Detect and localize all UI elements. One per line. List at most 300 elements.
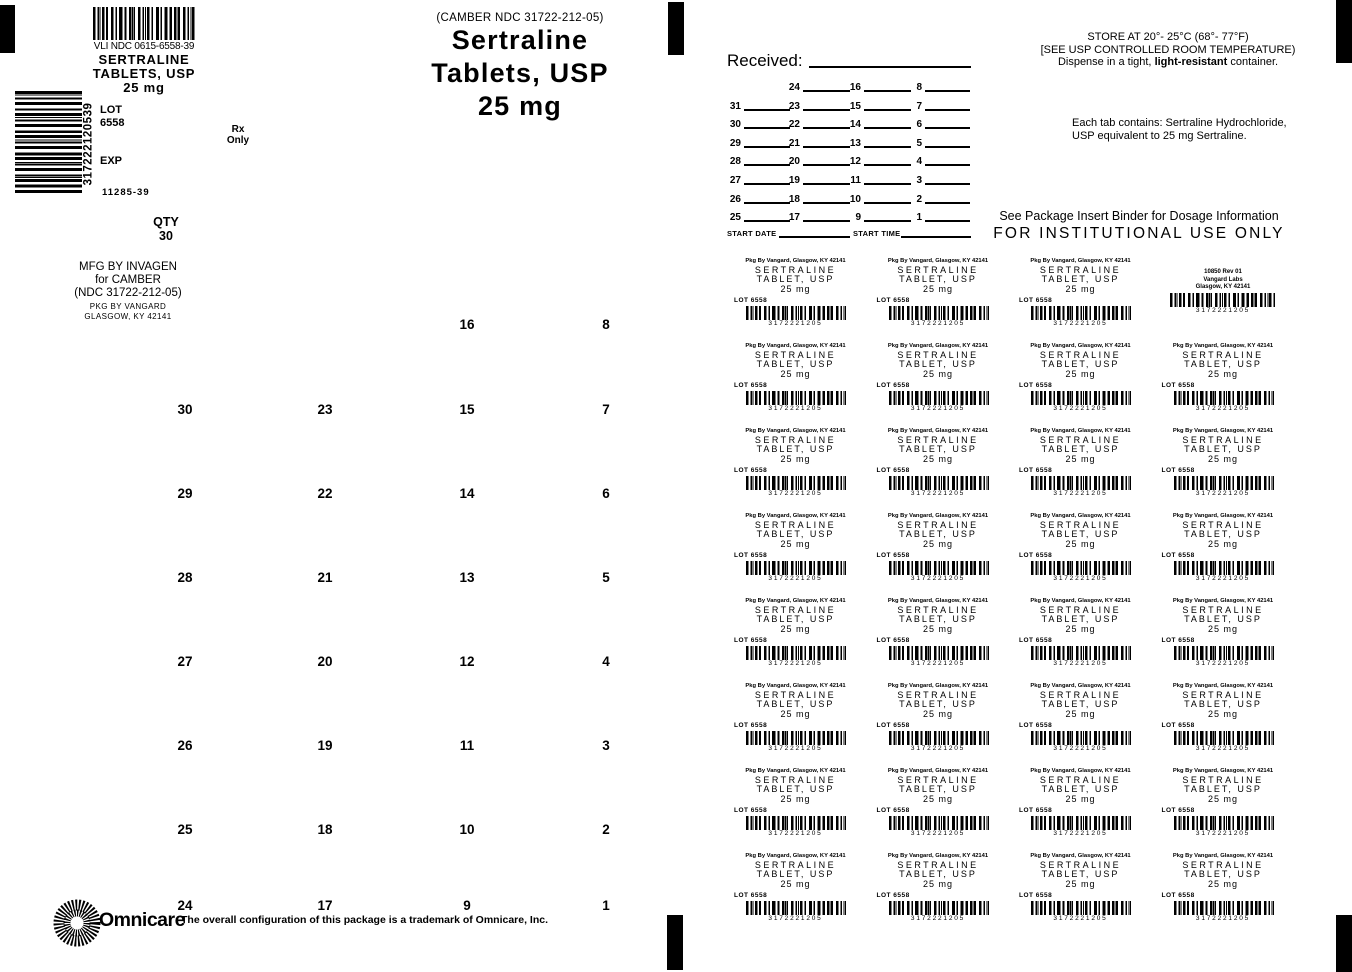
unit-label-barcode bbox=[746, 816, 846, 830]
pkg-line1: PKG BY VANGARD bbox=[89, 302, 167, 311]
trademark-statement: The overall configuration of this package is a trademark of Omnicare, Inc. bbox=[181, 914, 549, 926]
day-number: 13 bbox=[459, 570, 475, 585]
unit-label-drug-line1: SERTRALINE bbox=[1039, 774, 1122, 785]
unit-label-barcode-number: 3172221205 bbox=[910, 320, 966, 327]
unit-label-drug-line3: 25 mg bbox=[1207, 623, 1238, 634]
unit-label-barcode bbox=[746, 391, 846, 405]
unit-label-lot: LOT 6558 bbox=[1161, 891, 1195, 899]
unit-label bbox=[733, 683, 858, 761]
received-blank-line bbox=[809, 66, 971, 68]
unit-label-drug-line2: TABLET, USP bbox=[1184, 529, 1262, 539]
unit-label bbox=[733, 513, 858, 591]
unit-label-lot: LOT 6558 bbox=[1019, 466, 1053, 474]
day-number: 22 bbox=[317, 486, 333, 501]
unit-label-drug-line1: SERTRALINE bbox=[1182, 519, 1264, 530]
received-day-number: 6 bbox=[916, 119, 922, 131]
unit-label-drug-line1: SERTRALINE bbox=[897, 264, 979, 275]
day-number: 23 bbox=[317, 402, 333, 417]
left-drug-name bbox=[76, 53, 212, 95]
unit-label-lot: LOT 6558 bbox=[876, 721, 910, 729]
storage-line2: [SEE USP CONTROLLED ROOM TEMPERATURE) bbox=[1040, 43, 1296, 56]
unit-label-drug-line3: 25 mg bbox=[1065, 283, 1096, 294]
unit-label-drug-line1: SERTRALINE bbox=[897, 519, 979, 530]
day-number: 30 bbox=[177, 402, 193, 417]
mfg-line2: for CAMBER bbox=[95, 274, 161, 286]
unit-label-packager: Pkg By Vangard, Glasgow, KY 42141 bbox=[1172, 853, 1274, 859]
unit-label-drug-line2: TABLET, USP bbox=[756, 699, 835, 709]
received-day-number: 14 bbox=[849, 119, 861, 131]
unit-label bbox=[876, 343, 1001, 421]
unit-label-barcode bbox=[1174, 901, 1274, 915]
upc-barcode-top bbox=[93, 7, 195, 40]
unit-label-drug-line1: SERTRALINE bbox=[754, 604, 837, 615]
start-date-line bbox=[779, 236, 850, 238]
unit-label-drug-line1: SERTRALINE bbox=[1039, 604, 1122, 615]
unit-label-barcode-number: 3172221205 bbox=[910, 660, 966, 667]
unit-label-drug-line2: TABLET, USP bbox=[1041, 614, 1120, 624]
unit-label-drug-line1: SERTRALINE bbox=[754, 774, 837, 785]
unit-label-lot: LOT 6558 bbox=[1161, 381, 1195, 389]
unit-label-lot: LOT 6558 bbox=[1019, 296, 1053, 304]
unit-label-lot: LOT 6558 bbox=[1019, 721, 1053, 729]
received-day-line bbox=[925, 146, 970, 148]
unit-label-lot: LOT 6558 bbox=[1161, 551, 1195, 559]
unit-label-packager: Pkg By Vangard, Glasgow, KY 42141 bbox=[1172, 598, 1274, 604]
day-number: 27 bbox=[177, 654, 193, 669]
unit-label-drug-line2: TABLET, USP bbox=[1041, 274, 1120, 284]
unit-label-barcode-number: 3172221205 bbox=[1053, 915, 1108, 922]
received-day-number: 2 bbox=[916, 193, 922, 205]
unit-label-packager: Pkg By Vangard, Glasgow, KY 42141 bbox=[1030, 258, 1131, 264]
unit-label-lot: LOT 6558 bbox=[876, 891, 910, 899]
unit-label-barcode bbox=[1031, 306, 1131, 320]
title-line1: Sertraline bbox=[451, 25, 589, 55]
unit-label-drug-line2: TABLET, USP bbox=[899, 274, 977, 284]
day-number: 14 bbox=[459, 486, 475, 501]
unit-label-special bbox=[1161, 258, 1286, 336]
day-number: 28 bbox=[177, 570, 193, 585]
unit-label-packager: Pkg By Vangard, Glasgow, KY 42141 bbox=[1030, 853, 1131, 859]
unit-label-drug-line3: 25 mg bbox=[780, 878, 811, 889]
unit-label-barcode-number: 3172221205 bbox=[768, 320, 823, 327]
unit-label-barcode bbox=[889, 646, 989, 660]
unit-label-barcode bbox=[1031, 561, 1131, 575]
unit-label-drug-line3: 25 mg bbox=[922, 538, 953, 549]
unit-label-drug-line3: 25 mg bbox=[780, 283, 811, 294]
unit-label-packager: Pkg By Vangard, Glasgow, KY 42141 bbox=[1172, 513, 1274, 519]
special-label-city: Glasgow, KY 42141 bbox=[1195, 284, 1251, 290]
unit-label-drug-line1: SERTRALINE bbox=[754, 519, 837, 530]
lot-barcode-vertical-number: 317222120539 bbox=[82, 102, 95, 186]
packager-block bbox=[44, 302, 212, 321]
unit-label-barcode-number: 3172221205 bbox=[1195, 745, 1251, 752]
received-day-line bbox=[925, 220, 970, 222]
received-day-number: 1 bbox=[916, 212, 922, 224]
lot-value: 6558 bbox=[100, 116, 125, 129]
unit-label bbox=[876, 513, 1001, 591]
day-number: 11 bbox=[459, 738, 475, 753]
unit-label-barcode bbox=[889, 391, 989, 405]
received-day-number: 4 bbox=[916, 156, 922, 168]
unit-label-barcode bbox=[1031, 901, 1131, 915]
institutional-use-line: FOR INSTITUTIONAL USE ONLY bbox=[993, 225, 1285, 242]
unit-label-drug-line3: 25 mg bbox=[922, 793, 953, 804]
unit-label-drug-line1: SERTRALINE bbox=[897, 434, 979, 445]
unit-label bbox=[876, 428, 1001, 506]
left-drug-name-line1: SERTRALINE bbox=[98, 52, 190, 67]
unit-label-drug-line3: 25 mg bbox=[1065, 368, 1096, 379]
unit-label-drug-line1: SERTRALINE bbox=[897, 349, 979, 360]
day-number: 18 bbox=[317, 822, 333, 837]
unit-label-drug-line3: 25 mg bbox=[780, 793, 811, 804]
day-number: 9 bbox=[463, 898, 471, 913]
unit-label-drug-line3: 25 mg bbox=[1065, 793, 1096, 804]
unit-label-barcode bbox=[889, 306, 989, 320]
received-day-number: 9 bbox=[855, 212, 861, 224]
unit-label-drug-line1: SERTRALINE bbox=[1039, 859, 1122, 870]
unit-label-lot: LOT 6558 bbox=[1019, 636, 1053, 644]
unit-label-barcode bbox=[1174, 476, 1274, 490]
received-day-number: 11 bbox=[850, 175, 861, 186]
received-day-number: 20 bbox=[788, 156, 800, 168]
unit-label-drug-line1: SERTRALINE bbox=[897, 604, 979, 615]
unit-label-barcode-number: 3172221205 bbox=[768, 575, 823, 582]
registration-mark-top-left bbox=[0, 5, 15, 53]
unit-label-drug-line1: SERTRALINE bbox=[1182, 434, 1264, 445]
unit-label-barcode bbox=[1174, 731, 1274, 745]
unit-label-packager: Pkg By Vangard, Glasgow, KY 42141 bbox=[1030, 598, 1131, 604]
unit-label-lot: LOT 6558 bbox=[734, 891, 768, 899]
unit-label-barcode-number: 3172221205 bbox=[1195, 915, 1251, 922]
unit-label-packager: Pkg By Vangard, Glasgow, KY 42141 bbox=[1172, 768, 1274, 774]
unit-label-drug-line1: SERTRALINE bbox=[1039, 264, 1122, 275]
unit-label bbox=[1161, 428, 1286, 506]
unit-label bbox=[733, 428, 858, 506]
dosage-info-block bbox=[993, 209, 1285, 243]
unit-label-drug-line3: 25 mg bbox=[1065, 878, 1096, 889]
unit-label-barcode-number: 3172221205 bbox=[1053, 745, 1108, 752]
unit-label-lot: LOT 6558 bbox=[1161, 636, 1195, 644]
unit-label-drug-line2: TABLET, USP bbox=[1184, 784, 1262, 794]
unit-label-drug-line1: SERTRALINE bbox=[1182, 774, 1264, 785]
day-number: 12 bbox=[459, 654, 475, 669]
unit-label-packager: Pkg By Vangard, Glasgow, KY 42141 bbox=[1172, 428, 1274, 434]
unit-label-drug-line1: SERTRALINE bbox=[897, 859, 979, 870]
unit-label-drug-line3: 25 mg bbox=[780, 538, 811, 549]
received-day-number: 16 bbox=[849, 82, 861, 93]
unit-label-drug-line1: SERTRALINE bbox=[1039, 519, 1122, 530]
unit-label bbox=[1161, 768, 1286, 846]
unit-label-lot: LOT 6558 bbox=[734, 806, 768, 814]
unit-label-drug-line1: SERTRALINE bbox=[1039, 434, 1122, 445]
unit-label-barcode bbox=[889, 901, 989, 915]
unit-label bbox=[1018, 683, 1143, 761]
received-day-number: 19 bbox=[788, 175, 800, 186]
item-number: 11285-39 bbox=[102, 187, 150, 198]
unit-label-drug-line3: 25 mg bbox=[1207, 368, 1238, 379]
unit-label-lot: LOT 6558 bbox=[876, 466, 910, 474]
received-day-number: 30 bbox=[729, 119, 741, 131]
unit-label-drug-line1: SERTRALINE bbox=[754, 264, 837, 275]
rx-line1: Rx bbox=[231, 124, 245, 135]
unit-label-barcode-number: 3172221205 bbox=[1195, 490, 1251, 497]
unit-label bbox=[1161, 683, 1286, 761]
dosage-info-line: See Package Insert Binder for Dosage Information bbox=[999, 209, 1279, 223]
registration-mark-bottom-middle bbox=[667, 915, 683, 970]
unit-label-barcode bbox=[746, 731, 846, 745]
unit-label-lot: LOT 6558 bbox=[1161, 806, 1195, 814]
unit-label-barcode-number: 3172221205 bbox=[910, 575, 966, 582]
day-number: 17 bbox=[317, 898, 333, 913]
received-day-number: 3 bbox=[916, 175, 922, 186]
unit-label-barcode-number: 3172221205 bbox=[910, 490, 966, 497]
received-day-number: 29 bbox=[729, 137, 741, 149]
unit-label-drug-line3: 25 mg bbox=[1065, 708, 1096, 719]
day-number: 16 bbox=[459, 317, 475, 332]
received-day-line bbox=[925, 90, 970, 92]
day-number: 25 bbox=[177, 822, 193, 837]
unit-label bbox=[1161, 853, 1286, 931]
unit-label-drug-line3: 25 mg bbox=[922, 283, 953, 294]
unit-label-packager: Pkg By Vangard, Glasgow, KY 42141 bbox=[887, 768, 989, 774]
unit-label bbox=[733, 768, 858, 846]
unit-label-barcode-number: 3172221205 bbox=[768, 405, 823, 412]
rx-only-block bbox=[221, 124, 255, 146]
unit-label-drug-line1: SERTRALINE bbox=[1182, 689, 1264, 700]
unit-label-barcode bbox=[746, 561, 846, 575]
day-number: 21 bbox=[317, 570, 333, 585]
unit-label-lot: LOT 6558 bbox=[1161, 466, 1195, 474]
exp-label: EXP bbox=[100, 155, 123, 167]
unit-label-drug-line2: TABLET, USP bbox=[1041, 699, 1120, 709]
unit-label-drug-line3: 25 mg bbox=[922, 708, 953, 719]
unit-label-packager: Pkg By Vangard, Glasgow, KY 42141 bbox=[1172, 343, 1274, 349]
unit-label-barcode-number: 3172221205 bbox=[768, 490, 823, 497]
unit-label-packager: Pkg By Vangard, Glasgow, KY 42141 bbox=[1030, 343, 1131, 349]
unit-label-barcode-number: 3172221205 bbox=[910, 915, 966, 922]
unit-label-packager: Pkg By Vangard, Glasgow, KY 42141 bbox=[887, 598, 989, 604]
lot-block bbox=[100, 104, 124, 129]
unit-label-drug-line2: TABLET, USP bbox=[756, 529, 835, 539]
unit-label-packager: Pkg By Vangard, Glasgow, KY 42141 bbox=[887, 428, 989, 434]
received-day-number: 15 bbox=[849, 100, 861, 112]
unit-label-lot: LOT 6558 bbox=[734, 721, 768, 729]
unit-label bbox=[1018, 853, 1143, 931]
unit-label-packager: Pkg By Vangard, Glasgow, KY 42141 bbox=[1030, 768, 1131, 774]
unit-label-drug-line1: SERTRALINE bbox=[1182, 604, 1264, 615]
received-day-line bbox=[925, 202, 970, 204]
unit-label-barcode bbox=[1174, 391, 1274, 405]
start-date-label: START DATE bbox=[727, 229, 777, 238]
received-day-number: 10 bbox=[849, 193, 861, 205]
unit-label-drug-line2: TABLET, USP bbox=[1041, 869, 1120, 879]
start-time-line bbox=[901, 236, 971, 238]
day-number: 20 bbox=[317, 654, 333, 669]
unit-label-drug-line2: TABLET, USP bbox=[899, 614, 977, 624]
unit-label-barcode-number: 3172221205 bbox=[1053, 830, 1108, 837]
unit-label-barcode-number: 3172221205 bbox=[1053, 660, 1108, 667]
registration-mark-bottom-right bbox=[1336, 915, 1352, 972]
unit-label-barcode-number: 3172221205 bbox=[1053, 405, 1108, 412]
rx-line2: Only bbox=[226, 135, 250, 146]
day-number: 7 bbox=[602, 402, 610, 417]
received-day-number: 7 bbox=[916, 100, 922, 112]
unit-label-lot: LOT 6558 bbox=[876, 551, 910, 559]
unit-label-packager: Pkg By Vangard, Glasgow, KY 42141 bbox=[887, 258, 989, 264]
registration-mark-top-middle bbox=[668, 2, 684, 55]
unit-label-drug-line2: TABLET, USP bbox=[756, 869, 835, 879]
left-drug-name-line2: TABLETS, USP bbox=[92, 66, 196, 81]
day-number: 29 bbox=[177, 486, 193, 501]
unit-label-packager: Pkg By Vangard, Glasgow, KY 42141 bbox=[887, 513, 989, 519]
received-day-number: 27 bbox=[729, 175, 741, 186]
unit-label-lot: LOT 6558 bbox=[876, 806, 910, 814]
unit-label-barcode bbox=[1031, 476, 1131, 490]
unit-label-lot: LOT 6558 bbox=[734, 636, 768, 644]
unit-label-barcode-number: 3172221205 bbox=[768, 830, 823, 837]
unit-label-barcode-number: 3172221205 bbox=[910, 830, 966, 837]
received-day-number: 17 bbox=[788, 212, 800, 224]
unit-label-drug-line1: SERTRALINE bbox=[1182, 859, 1264, 870]
unit-label-barcode bbox=[1031, 816, 1131, 830]
unit-label-packager: Pkg By Vangard, Glasgow, KY 42141 bbox=[887, 343, 989, 349]
received-day-line bbox=[925, 183, 970, 185]
unit-label-drug-line2: TABLET, USP bbox=[756, 784, 835, 794]
received-label: Received: bbox=[727, 51, 803, 70]
unit-label-drug-line3: 25 mg bbox=[922, 878, 953, 889]
day-number: 6 bbox=[602, 486, 610, 501]
unit-label-drug-line1: SERTRALINE bbox=[897, 689, 979, 700]
received-day-number: 24 bbox=[788, 82, 800, 93]
unit-label-lot: LOT 6558 bbox=[1019, 551, 1053, 559]
day-number: 15 bbox=[459, 402, 475, 417]
title-line2: Tablets, USP bbox=[431, 58, 609, 88]
unit-label-drug-line3: 25 mg bbox=[922, 368, 953, 379]
unit-label-barcode-number: 3172221205 bbox=[1195, 575, 1251, 582]
unit-label-drug-line2: TABLET, USP bbox=[756, 444, 835, 454]
vli-ndc-text: VLI NDC 0615-6558-39 bbox=[93, 41, 195, 52]
unit-label-packager: Pkg By Vangard, Glasgow, KY 42141 bbox=[1030, 513, 1131, 519]
unit-label-drug-line1: SERTRALINE bbox=[754, 689, 837, 700]
unit-label-drug-line2: TABLET, USP bbox=[756, 274, 835, 284]
unit-label-lot: LOT 6558 bbox=[1019, 806, 1053, 814]
unit-label-barcode bbox=[889, 561, 989, 575]
unit-label-barcode-number: 3172221205 bbox=[1053, 490, 1108, 497]
unit-label-drug-line2: TABLET, USP bbox=[1184, 869, 1262, 879]
unit-label-drug-line3: 25 mg bbox=[780, 368, 811, 379]
unit-label-packager: Pkg By Vangard, Glasgow, KY 42141 bbox=[745, 513, 846, 519]
unit-label-drug-line2: TABLET, USP bbox=[899, 529, 977, 539]
received-day-number: 13 bbox=[849, 137, 861, 149]
unit-label-barcode-number: 3172221205 bbox=[1195, 830, 1251, 837]
received-day-number: 31 bbox=[729, 100, 741, 112]
unit-label-packager: Pkg By Vangard, Glasgow, KY 42141 bbox=[745, 258, 846, 264]
unit-label-barcode-number: 3172221205 bbox=[768, 745, 823, 752]
unit-label-drug-line3: 25 mg bbox=[780, 623, 811, 634]
unit-label-drug-line3: 25 mg bbox=[1207, 538, 1238, 549]
unit-label-drug-line3: 25 mg bbox=[1207, 793, 1238, 804]
unit-label bbox=[733, 853, 858, 931]
unit-label-barcode-number: 3172221205 bbox=[1195, 405, 1251, 412]
qty-value: 30 bbox=[159, 228, 173, 243]
unit-label-drug-line3: 25 mg bbox=[922, 623, 953, 634]
lot-barcode-vertical bbox=[15, 89, 82, 193]
received-day-number: 28 bbox=[729, 156, 741, 168]
unit-label-lot: LOT 6558 bbox=[734, 551, 768, 559]
unit-label-barcode bbox=[889, 731, 989, 745]
center-title-block bbox=[388, 12, 652, 123]
received-day-number: 18 bbox=[788, 193, 800, 205]
unit-label-drug-line3: 25 mg bbox=[1207, 453, 1238, 464]
day-number: 8 bbox=[602, 317, 610, 332]
storage-line1: STORE AT 20°- 25°C (68°- 77°F) bbox=[1087, 31, 1249, 43]
received-day-line bbox=[925, 164, 970, 166]
unit-label bbox=[733, 598, 858, 676]
mfg-line3: (NDC 31722-212-05) bbox=[74, 287, 182, 299]
unit-label-barcode bbox=[746, 476, 846, 490]
unit-label bbox=[876, 683, 1001, 761]
unit-label bbox=[1018, 428, 1143, 506]
unit-label-drug-line3: 25 mg bbox=[922, 453, 953, 464]
received-day-number: 23 bbox=[788, 100, 800, 112]
unit-label-lot: LOT 6558 bbox=[876, 636, 910, 644]
day-number: 3 bbox=[602, 738, 610, 753]
day-number: 2 bbox=[602, 822, 610, 837]
unit-label bbox=[1161, 343, 1286, 421]
unit-label-drug-line2: TABLET, USP bbox=[1041, 359, 1120, 369]
lot-label: LOT bbox=[100, 104, 122, 116]
day-number: 5 bbox=[602, 570, 610, 585]
unit-label-drug-line2: TABLET, USP bbox=[1041, 529, 1120, 539]
unit-label-barcode-number: 3172221205 bbox=[768, 660, 823, 667]
day-number: 26 bbox=[177, 738, 193, 753]
unit-label-drug-line3: 25 mg bbox=[780, 708, 811, 719]
received-day-number: 22 bbox=[788, 119, 800, 131]
unit-label-lot: LOT 6558 bbox=[876, 381, 910, 389]
special-label-rev: 10850 Rev 01 bbox=[1204, 269, 1242, 275]
unit-label-lot: LOT 6558 bbox=[734, 296, 768, 304]
received-day-line bbox=[925, 109, 970, 111]
unit-label-drug-line2: TABLET, USP bbox=[899, 444, 977, 454]
unit-label-barcode bbox=[1031, 391, 1131, 405]
unit-label-drug-line1: SERTRALINE bbox=[1182, 349, 1264, 360]
day-number: 24 bbox=[177, 898, 193, 913]
omnicare-brand-text: Omnicare bbox=[99, 909, 185, 931]
unit-label bbox=[733, 343, 858, 421]
unit-label-drug-line1: SERTRALINE bbox=[754, 349, 837, 360]
unit-label-packager: Pkg By Vangard, Glasgow, KY 42141 bbox=[745, 683, 846, 689]
unit-label-drug-line2: TABLET, USP bbox=[1041, 444, 1120, 454]
unit-label bbox=[876, 853, 1001, 931]
unit-label-drug-line1: SERTRALINE bbox=[754, 859, 837, 870]
unit-label-barcode-number: 3172221205 bbox=[1053, 320, 1108, 327]
unit-label-drug-line3: 25 mg bbox=[1207, 878, 1238, 889]
received-day-number: 12 bbox=[849, 156, 861, 168]
qty-label: QTY bbox=[153, 215, 179, 229]
title-line3: 25 mg bbox=[477, 91, 563, 121]
unit-label-barcode-number: 3172221205 bbox=[1195, 307, 1251, 314]
unit-label-drug-line2: TABLET, USP bbox=[1184, 444, 1262, 454]
unit-label-barcode bbox=[746, 646, 846, 660]
received-day-number: 26 bbox=[729, 193, 741, 205]
unit-label-packager: Pkg By Vangard, Glasgow, KY 42141 bbox=[1030, 683, 1131, 689]
unit-label-drug-line3: 25 mg bbox=[780, 453, 811, 464]
unit-label-lot: LOT 6558 bbox=[734, 381, 768, 389]
unit-label-lot: LOT 6558 bbox=[734, 466, 768, 474]
unit-label-barcode bbox=[1174, 816, 1274, 830]
unit-label bbox=[1018, 598, 1143, 676]
unit-label bbox=[1018, 343, 1143, 421]
